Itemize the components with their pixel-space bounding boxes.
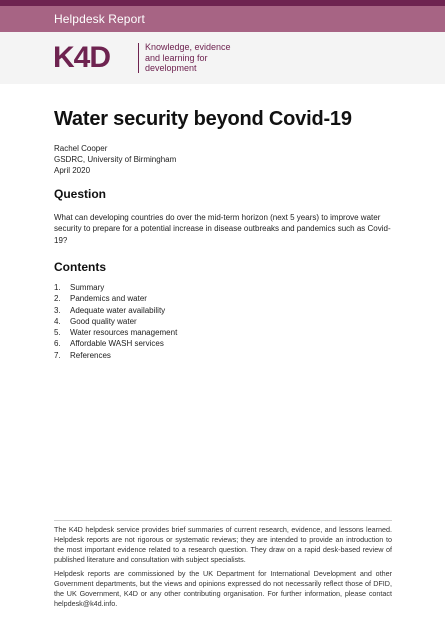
document-title: Water security beyond Covid-19 bbox=[54, 108, 352, 130]
contents-item-number: 1. bbox=[54, 283, 61, 292]
contents-item-number: 6. bbox=[54, 339, 61, 349]
contents-item-label: Good quality water bbox=[70, 316, 137, 326]
logo-tagline-line: development bbox=[145, 63, 197, 73]
contents-item-number: 5. bbox=[54, 328, 61, 338]
report-type-label: Helpdesk Report bbox=[54, 12, 145, 26]
contents-item-label: Affordable WASH services bbox=[70, 339, 164, 349]
author-name: Rachel Cooper bbox=[54, 144, 108, 153]
k4d-logo: K4D bbox=[53, 41, 111, 74]
contents-item[interactable] bbox=[54, 338, 177, 349]
footer-disclaimer: The K4D helpdesk service provides brief summaries of current research, evidence, and lessons learned. Helpdesk reports are not rigorous or systematic reviews; they are intended to provide an introduction to the most important evidence related to a research question. They draw on a rapid desk-based review of published literature and consultation with subject specialists. bbox=[54, 525, 392, 564]
contents-item[interactable] bbox=[54, 293, 177, 304]
contents-item[interactable] bbox=[54, 305, 177, 316]
contents-item-number: 4. bbox=[54, 316, 61, 326]
contents-item[interactable] bbox=[54, 350, 177, 361]
contents-item[interactable] bbox=[54, 282, 177, 293]
contents-item-label: Summary bbox=[70, 283, 105, 292]
contents-list bbox=[54, 282, 177, 361]
contents-item-label: Water resources management bbox=[70, 328, 178, 338]
contents-item-label: Adequate water availability bbox=[70, 305, 166, 315]
author-affiliation: GSDRC, University of Birmingham bbox=[54, 155, 177, 164]
logo-band bbox=[0, 32, 445, 84]
logo-divider bbox=[138, 43, 139, 73]
contents-item-number: 7. bbox=[54, 350, 61, 360]
contents-item[interactable] bbox=[54, 316, 177, 327]
question-heading: Question bbox=[54, 187, 107, 201]
logo-tagline-line: Knowledge, evidence bbox=[145, 42, 231, 52]
report-banner bbox=[0, 6, 445, 32]
document-meta bbox=[54, 143, 176, 176]
contents-item-label: Pandemics and water bbox=[70, 294, 147, 304]
contents-item[interactable] bbox=[54, 327, 177, 338]
logo-tagline bbox=[145, 42, 255, 74]
publication-date: April 2020 bbox=[54, 166, 91, 175]
footer-commission-note: Helpdesk reports are commissioned by the UK Department for International Development and other Government departments, but the views and opinions expressed do not necessarily reflect those of DFID, the UK Government, K4D or any other contributing organisation. For further information, please contact helpdesk@k4d.info. bbox=[54, 569, 392, 608]
footer-divider bbox=[54, 520, 392, 521]
contents-item-number: 2. bbox=[54, 294, 61, 304]
question-text: What can developing countries do over the mid-term horizon (next 5 years) to improve water security to prepare for a potential increase in disease outbreaks and pandemics such as Covid-19? bbox=[54, 213, 391, 245]
logo-tagline-line: and learning for bbox=[145, 52, 208, 63]
contents-item-label: References bbox=[70, 350, 111, 360]
contents-heading: Contents bbox=[54, 260, 106, 274]
contents-item-number: 3. bbox=[54, 305, 61, 315]
